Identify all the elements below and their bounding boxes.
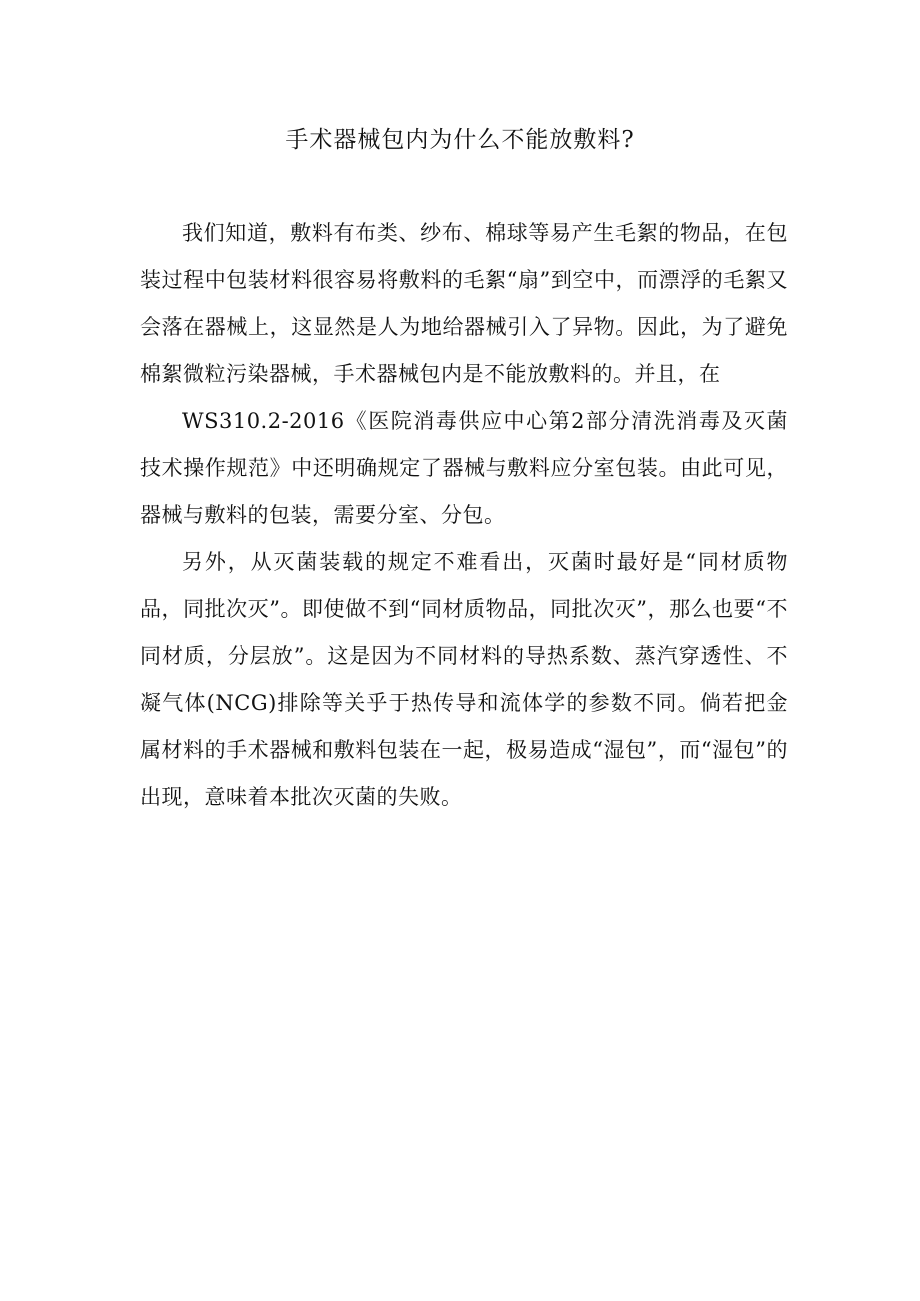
paragraph-2: WS310.2-2016《医院消毒供应中心第2部分清洗消毒及灭菌技术操作规范》中还明确规定了器械与敷料应分室包装。由此可见，器械与敷料的包装，需要分室、分包。 xyxy=(140,409,788,527)
paragraph-1: 我们知道，敷料有布类、纱布、棉球等易产生毛絮的物品，在包装过程中包装材料很容易将敷料的毛絮“扇”到空中，而漂浮的毛絮又会落在器械上，这显然是人为地给器械引入了异物。因此，为了避免棉絮微粒污染器械，手术器械包内是不能放敷料的。并且，在 xyxy=(140,221,788,386)
document-body xyxy=(140,210,788,821)
paragraph-3: 另外，从灭菌装载的规定不难看出，灭菌时最好是“同材质物品，同批次灭”。即使做不到“同材质物品，同批次灭”，那么也要“不同材质，分层放”。这是因为不同材料的导热系数、蒸汽穿透性、不凝气体(NCG)排除等关乎于热传导和流体学的参数不同。倘若把金属材料的手术器械和敷料包装在一起，极易造成“湿包”，而“湿包”的出现，意味着本批次灭菌的失败。 xyxy=(140,550,788,809)
document-title: 手术器械包内为什么不能放敷料? xyxy=(285,127,635,153)
